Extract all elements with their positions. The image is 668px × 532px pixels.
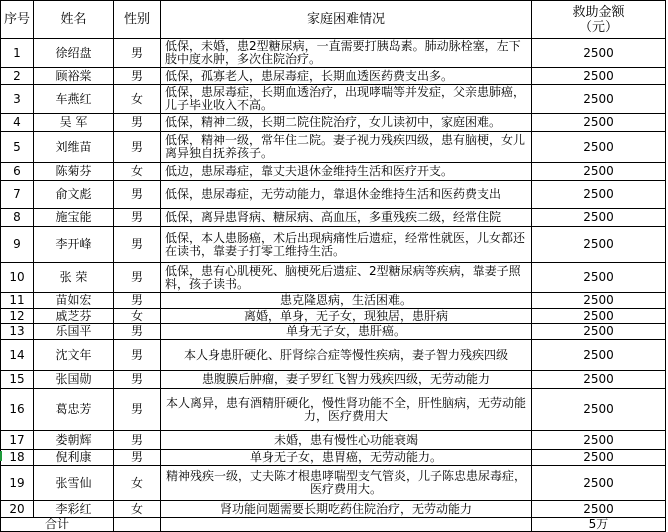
cell-index: 17	[1, 431, 34, 450]
cell-index: 3	[1, 85, 34, 114]
cell-situation: 低保，离异患肾病、糖尿病、高血压，多重残疾二级，经常住院	[161, 209, 532, 227]
cell-name: 刘维苗	[34, 132, 114, 163]
header-index: 序号	[1, 1, 34, 39]
cell-index: 4	[1, 114, 34, 132]
cell-index: 8	[1, 209, 34, 227]
cell-amount: 2500	[532, 309, 666, 324]
cell-index: 9	[1, 227, 34, 263]
cell-amount: 2500	[532, 209, 666, 227]
total-empty-cell	[161, 518, 532, 532]
cell-situation: 本人离异，患有酒精肝硬化，慢性肾功能不全，肝性脑病，无劳动能力，医疗费用大	[161, 389, 532, 431]
cell-gender: 男	[114, 340, 161, 371]
table-row	[1, 114, 666, 132]
cell-name: 徐绍盘	[34, 39, 114, 68]
table-row	[1, 501, 666, 518]
cell-index: 15	[1, 371, 34, 389]
cell-gender: 男	[114, 263, 161, 293]
table-row	[1, 163, 666, 181]
cell-gender: 男	[114, 68, 161, 85]
cell-name: 张 荣	[34, 263, 114, 293]
cell-name: 李彩红	[34, 501, 114, 518]
cell-index: 18	[1, 450, 34, 466]
cell-amount: 2500	[532, 450, 666, 466]
cell-amount: 2500	[532, 324, 666, 340]
cell-situation: 低保，未婚，患2型糖尿病，一直需要打胰岛素。肺动脉栓塞，左下肢中度水肿，多次住院治疗。	[161, 39, 532, 68]
table-row	[1, 132, 666, 163]
cell-amount: 2500	[532, 227, 666, 263]
table-row	[1, 227, 666, 263]
cell-index: 6	[1, 163, 34, 181]
cell-amount: 2500	[532, 68, 666, 85]
header-row	[1, 1, 666, 39]
cell-amount: 2500	[532, 371, 666, 389]
cell-index: 13	[1, 324, 34, 340]
cell-index: 10	[1, 263, 34, 293]
cell-name: 戚芝芬	[34, 309, 114, 324]
cell-gender: 男	[114, 114, 161, 132]
cell-index: 7	[1, 181, 34, 209]
cell-gender: 男	[114, 227, 161, 263]
header-amount-unit: （元）	[578, 19, 618, 35]
cell-error-indicator-icon	[0, 451, 2, 461]
cell-situation: 单身无子女，患胃癌，无劳动能力。	[161, 450, 532, 466]
cell-situation: 低保，患有心肌梗死、脑梗死后遗症、2型糖尿病等疾病，靠妻子照料，孩子读书。	[161, 263, 532, 293]
cell-name: 施宝能	[34, 209, 114, 227]
cell-situation: 低保，精神二级，长期二院住院治疗，女儿读初中，家庭困难。	[161, 114, 532, 132]
total-label: 合计	[1, 518, 114, 532]
cell-name: 顾裕棠	[34, 68, 114, 85]
header-amount	[532, 1, 666, 39]
cell-gender: 男	[114, 209, 161, 227]
table-row	[1, 85, 666, 114]
cell-name: 张国勋	[34, 371, 114, 389]
cell-gender: 女	[114, 501, 161, 518]
cell-situation: 低保，患尿毒症，长期血透治疗，出现哮喘等并发症，父亲患肺癌，儿子毕业收入不高。	[161, 85, 532, 114]
cell-situation: 低保，患尿毒症，无劳动能力，靠退休金维持生活和医药费支出	[161, 181, 532, 209]
cell-situation: 精神残疾一级，丈夫陈才根患哮喘型支气管炎，儿子陈忠患尿毒症，医疗费用大。	[161, 466, 532, 501]
cell-amount: 2500	[532, 263, 666, 293]
cell-amount: 2500	[532, 39, 666, 68]
table-row	[1, 263, 666, 293]
cell-index: 16	[1, 389, 34, 431]
cell-name: 乐国平	[34, 324, 114, 340]
cell-situation: 患克隆恩病，生活困难。	[161, 293, 532, 309]
table-row	[1, 389, 666, 431]
table-row	[1, 181, 666, 209]
header-situation: 家庭困难情况	[161, 1, 532, 39]
table-row	[1, 309, 666, 324]
cell-gender: 女	[114, 163, 161, 181]
cell-amount: 2500	[532, 181, 666, 209]
cell-index: 2	[1, 68, 34, 85]
cell-gender: 男	[114, 132, 161, 163]
cell-index: 11	[1, 293, 34, 309]
cell-gender: 男	[114, 39, 161, 68]
cell-gender: 男	[114, 450, 161, 466]
cell-gender: 男	[114, 181, 161, 209]
cell-name: 吴 军	[34, 114, 114, 132]
cell-gender: 男	[114, 371, 161, 389]
cell-amount: 2500	[532, 389, 666, 431]
cell-situation: 单身无子女，患肝癌。	[161, 324, 532, 340]
cell-name: 苗如宏	[34, 293, 114, 309]
cell-index: 20	[1, 501, 34, 518]
cell-amount: 2500	[532, 132, 666, 163]
table-row	[1, 39, 666, 68]
header-amount-label: 救助金额	[572, 4, 625, 20]
cell-name: 倪利康	[34, 450, 114, 466]
table-row	[1, 431, 666, 450]
cell-gender: 男	[114, 324, 161, 340]
header-gender: 性别	[114, 1, 161, 39]
total-empty-cell	[114, 518, 161, 532]
table-row	[1, 450, 666, 466]
cell-situation: 患腹膜后肿瘤，妻子罗红飞智力残疾四级，无劳动能力	[161, 371, 532, 389]
cell-index: 5	[1, 132, 34, 163]
cell-situation: 离婚，单身，无子女，现独居，患肝病	[161, 309, 532, 324]
cell-situation: 低保，精神一级，常年住二院。妻子视力残疾四级，患有脑梗，女儿离异独自抚养孩子。	[161, 132, 532, 163]
cell-gender: 男	[114, 389, 161, 431]
header-name: 姓名	[34, 1, 114, 39]
cell-gender: 女	[114, 85, 161, 114]
cell-index: 19	[1, 466, 34, 501]
cell-name: 张雪仙	[34, 466, 114, 501]
cell-name: 沈文年	[34, 340, 114, 371]
cell-amount: 2500	[532, 293, 666, 309]
cell-situation: 低边，患尿毒症，靠丈夫退休金维持生活和医疗开支。	[161, 163, 532, 181]
table-row	[1, 340, 666, 371]
cell-amount: 2500	[532, 431, 666, 450]
cell-gender: 男	[114, 431, 161, 450]
cell-situation: 未婚，患有慢性心功能衰竭	[161, 431, 532, 450]
cell-index: 14	[1, 340, 34, 371]
cell-amount: 2500	[532, 466, 666, 501]
cell-amount: 2500	[532, 163, 666, 181]
cell-amount: 2500	[532, 340, 666, 371]
total-row	[1, 518, 666, 532]
table-row	[1, 209, 666, 227]
cell-name: 葛忠芳	[34, 389, 114, 431]
total-amount: 5万	[532, 518, 666, 532]
cell-name: 俞文彪	[34, 181, 114, 209]
cell-amount: 2500	[532, 501, 666, 518]
table-row	[1, 293, 666, 309]
table-row	[1, 466, 666, 501]
cell-gender: 女	[114, 309, 161, 324]
cell-index: 12	[1, 309, 34, 324]
cell-gender: 女	[114, 466, 161, 501]
cell-amount: 2500	[532, 114, 666, 132]
cell-situation: 肾功能问题需要长期吃药住院治疗，无劳动能力	[161, 501, 532, 518]
cell-gender: 男	[114, 293, 161, 309]
cell-name: 李开峰	[34, 227, 114, 263]
cell-name: 娄朝辉	[34, 431, 114, 450]
table-row	[1, 68, 666, 85]
cell-amount: 2500	[532, 85, 666, 114]
cell-situation: 低保，孤寡老人，患尿毒症，长期血透医药费支出多。	[161, 68, 532, 85]
table-row	[1, 324, 666, 340]
cell-name: 陈菊芬	[34, 163, 114, 181]
cell-index: 1	[1, 39, 34, 68]
cell-situation: 低保，本人患肠癌，术后出现病痛性后遗症，经常性就医，儿女都还在读书，靠妻子打零工维持生活。	[161, 227, 532, 263]
cell-situation: 本人身患肝硬化、肝肾综合症等慢性疾病，妻子智力残疾四级	[161, 340, 532, 371]
cell-name: 车燕红	[34, 85, 114, 114]
table-row	[1, 371, 666, 389]
